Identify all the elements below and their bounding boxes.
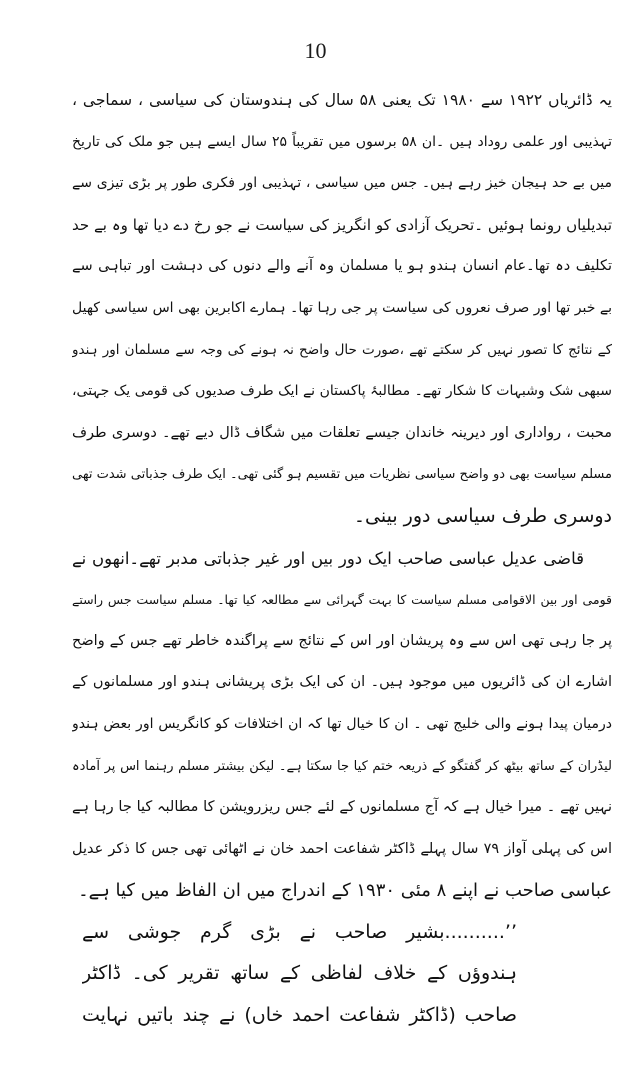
text-line: تبدیلیاں رونما ہوئیں ۔تحریک آزادی کو انگریز کی سیاست نے جو رخ دے دیا تھا وہ بے حد [72, 215, 612, 234]
text-line: عباسی صاحب نے اپنے ۸ مئی ۱۹۳۰ کے اندراج میں ان الفاظ میں کیا ہے۔ [78, 880, 612, 902]
quoted-excerpt [82, 912, 517, 1037]
text-line: دوسری طرف سیاسی دور بینی۔ [353, 504, 612, 527]
text-line: کے نتائج کا تصور نہیں کر سکتے تھے ،صورت حال واضح نہ ہونے کی وجہ سے مسلمان اور ہندو [72, 341, 612, 358]
page-number: 10 [304, 38, 327, 63]
text-line: نہیں تھے ۔ میرا خیال ہے کہ آج مسلمانوں کے لئے جس ریزرویشن کا مطالبہ کیا جا رہا ہے [72, 799, 612, 816]
text-line: قومی اور بین الاقوامی مسلم سیاست کا بہت گہرائی سے مطالعہ کیا تھا۔ مسلم سیاست جس راستے [72, 592, 612, 608]
text-line: قاضی عدیل عباسی صاحب ایک دور بیں اور غیر جذباتی مدبر تھے۔انھوں نے [72, 548, 584, 568]
text-line: درمیان پیدا ہونے والی خلیج تھی ۔ ان کا خیال تھا کہ ان اختلافات کو کانگریس اور بعض ہندو [72, 715, 612, 732]
text-line: مسلم سیاست بھی دو واضح سیاسی نظریات میں تقسیم ہو گئی تھی۔ ایک طرف جذباتی شدت تھی [72, 467, 612, 483]
quote-line: ہندوؤں کے خلاف لفاظی کے ساتھ تقریر کی۔ ڈاکٹر [82, 962, 517, 985]
paragraph-2 [72, 538, 612, 912]
body-text [72, 80, 612, 1037]
paragraph-1 [72, 80, 612, 538]
text-line: سبھی شک وشبہات کا شکار تھے۔ مطالبۂ پاکستان نے ایک طرف صدیوں کی قومی یک جہتی، [72, 383, 612, 400]
text-line: یہ ڈائریاں ۱۹۲۲ سے ۱۹۸۰ تک یعنی ۵۸ سال کی ہندوستان کی سیاسی ، سماجی ، [72, 91, 612, 109]
text-line: تہذیبی اور علمی روداد ہیں ۔ان ۵۸ برسوں میں تقریباً ۲۵ سال ایسے ہیں جو ملک کی تاریخ [72, 133, 612, 150]
quote-line: صاحب (ڈاکٹر شفاعت احمد خاں) نے چند باتیں نہایت [82, 1004, 517, 1027]
text-line: اشارے ان کی ڈائریوں میں موجود ہیں۔ ان کی ایک بڑی پریشانی ہندو اور مسلمانوں کے [72, 674, 612, 691]
quote-line: ’’..........بشیر صاحب نے بڑی گرم جوشی سے [82, 920, 517, 943]
text-line: اس کی پہلی آواز ۷۹ سال پہلے ڈاکٹر شفاعت احمد خان نے اٹھائی تھی جس کا ذکر عدیل [72, 840, 612, 857]
text-line: میں بے حد ہیجان خیز رہے ہیں۔ جس میں سیاسی ، تہذیبی اور فکری طور پر بڑی تیزی سے [72, 175, 612, 192]
text-line: پر جا رہی تھی اس سے وہ پریشان اور اس کے نتائج سے پراگندہ خاطر تھے جس کے واضح [72, 632, 612, 649]
text-line: تکلیف دہ تھا۔عام انسان ہندو ہو یا مسلمان وہ آنے والے دنوں کی دہشت اور تباہی سے [72, 258, 612, 275]
text-line: بے خبر تھا اور صرف نعروں کی سیاست پر جی رہا تھا۔ ہمارے اکابرین بھی اس سیاسی کھیل [72, 299, 612, 316]
text-line: لیڈران کے ساتھ بیٹھ کر گفتگو کے ذریعہ ختم کیا جا سکتا ہے۔ لیکن بیشتر مسلم رہنما اس پر آمادہ [72, 758, 612, 774]
text-line: محبت ، رواداری اور دیرینہ خاندان جیسے تعلقات میں شگاف ڈال دیے تھے۔ دوسری طرف [72, 424, 612, 441]
